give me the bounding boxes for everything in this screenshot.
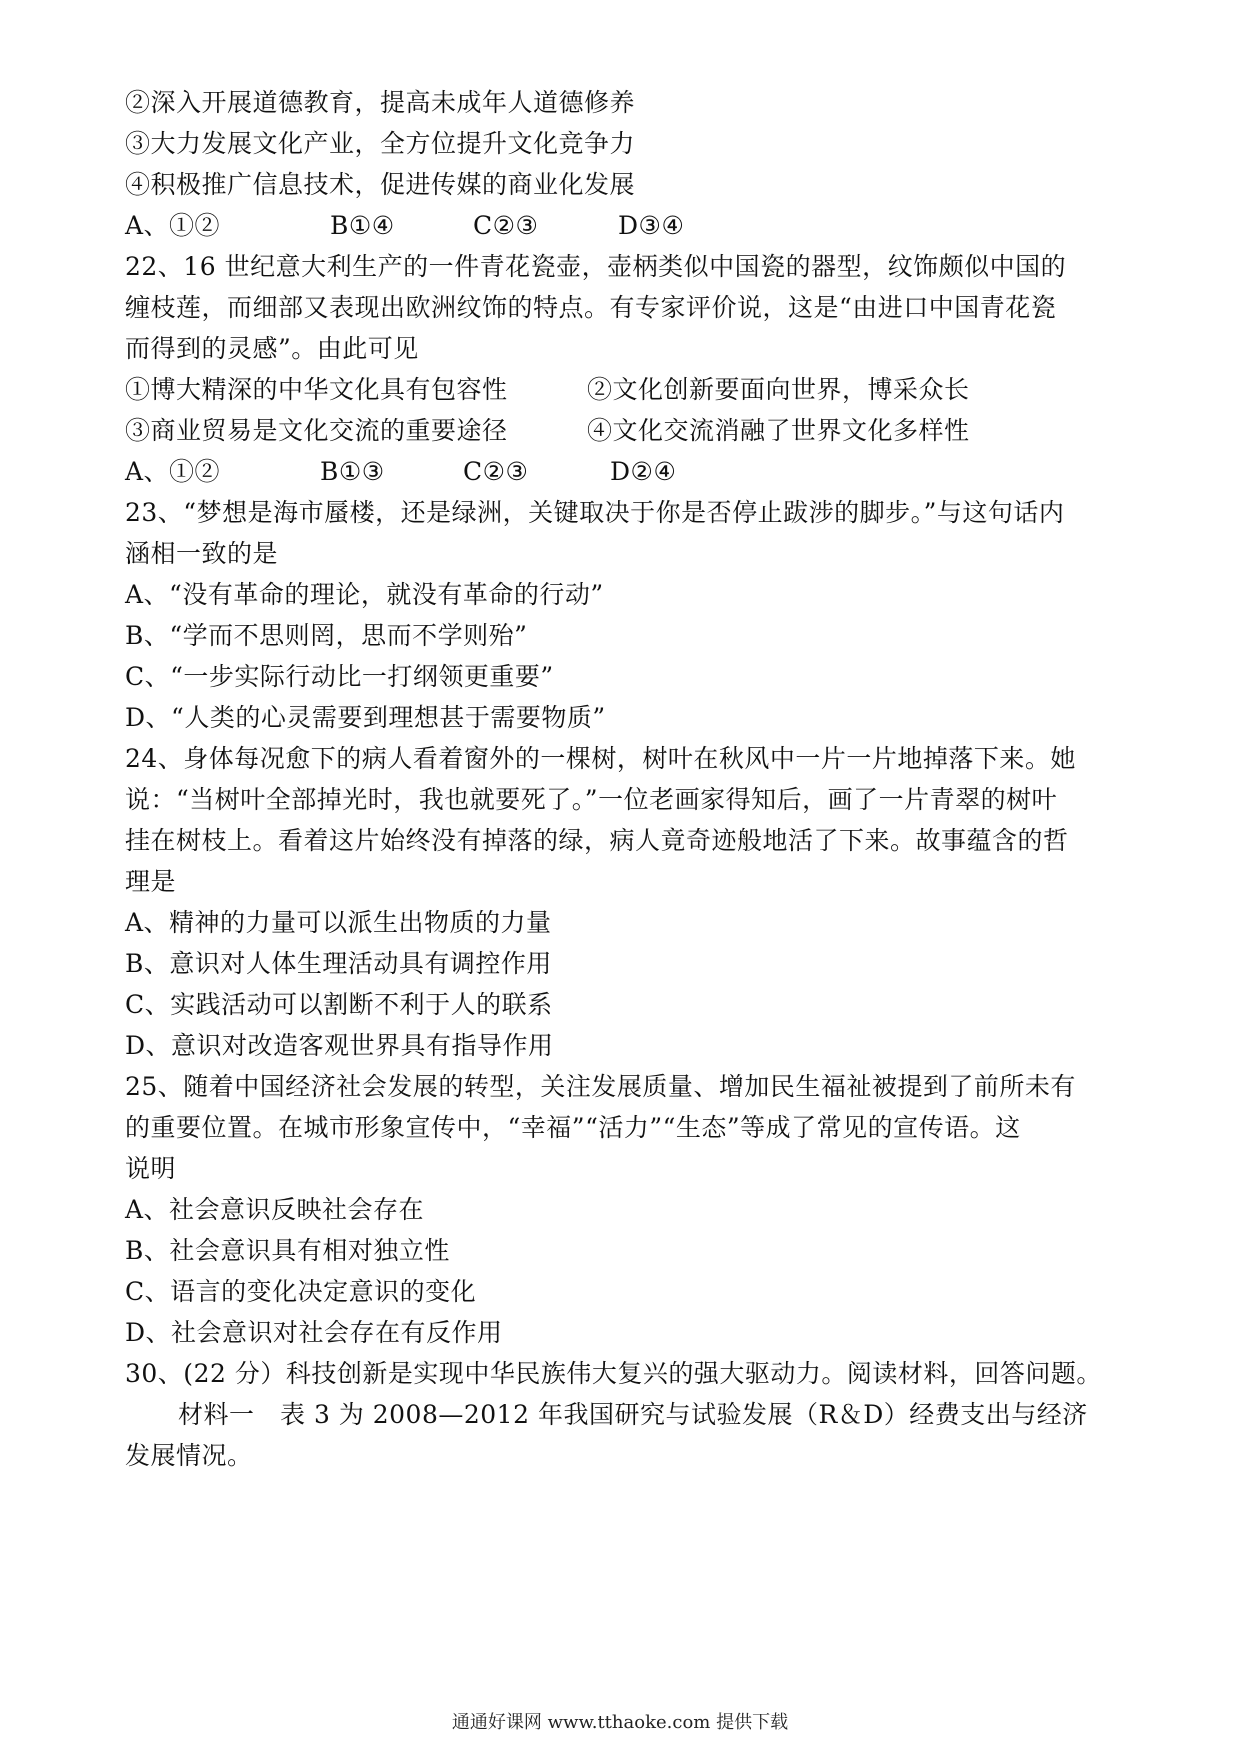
option-3: ③大力发展文化产业，全方位提升文化竞争力 bbox=[125, 129, 636, 158]
q24-stem-line2: 说：“当树叶全部掉光时，我也就要死了。”一位老画家得知后，画了一片青翠的树叶 bbox=[125, 785, 1058, 814]
q21-option-c: C②③ bbox=[473, 211, 539, 240]
option-2: ②深入开展道德教育，提高未成年人道德修养 bbox=[125, 88, 636, 117]
q24-option-b: B、意识对人体生理活动具有调控作用 bbox=[125, 949, 552, 978]
q23-option-d: D、“人类的心灵需要到理想甚于需要物质” bbox=[125, 703, 606, 732]
q22-statement-3: ③商业贸易是文化交流的重要途径 bbox=[125, 416, 508, 445]
q25-option-c: C、语言的变化决定意识的变化 bbox=[125, 1277, 477, 1306]
q25-option-d: D、社会意识对社会存在有反作用 bbox=[125, 1318, 503, 1347]
q24-stem-line3: 挂在树枝上。看着这片始终没有掉落的绿，病人竟奇迹般地活了下来。故事蕴含的哲 bbox=[125, 826, 1069, 855]
q30-material-line1: 材料一 表 3 为 2008—2012 年我国研究与试验发展（R＆D）经费支出与经济 bbox=[178, 1400, 1088, 1429]
q24-option-d: D、意识对改造客观世界具有指导作用 bbox=[125, 1031, 554, 1060]
q22-option-c: C②③ bbox=[463, 457, 529, 486]
q23-option-a: A、“没有革命的理论，就没有革命的行动” bbox=[125, 580, 604, 609]
q22-answer-options bbox=[125, 457, 1130, 487]
q30-material-line2: 发展情况。 bbox=[125, 1441, 253, 1470]
page-footer: 通通好课网 www.tthaoke.com 提供下载 bbox=[451, 1712, 789, 1733]
q23-stem-line2: 涵相一致的是 bbox=[125, 539, 279, 568]
q22-statements-row2 bbox=[125, 416, 1130, 446]
q25-option-b: B、社会意识具有相对独立性 bbox=[125, 1236, 450, 1265]
q24-option-c: C、实践活动可以割断不利于人的联系 bbox=[125, 990, 553, 1019]
q21-option-b: B①④ bbox=[330, 211, 395, 240]
q22-option-a: A、①② bbox=[125, 457, 221, 486]
q23-option-b: B、“学而不思则罔，思而不学则殆” bbox=[125, 621, 528, 650]
q23-stem-line1: 23、“梦想是海市蜃楼，还是绿洲，关键取决于你是否停止跋涉的脚步。”与这句话内 bbox=[125, 498, 1065, 527]
q22-statement-1: ①博大精深的中华文化具有包容性 bbox=[125, 375, 508, 404]
q21-answer-options bbox=[125, 211, 1130, 241]
q25-stem-line1: 25、随着中国经济社会发展的转型，关注发展质量、增加民生福祉被提到了前所未有 bbox=[125, 1072, 1076, 1101]
option-4: ④积极推广信息技术，促进传媒的商业化发展 bbox=[125, 170, 636, 199]
q22-statements-row1 bbox=[125, 375, 1130, 405]
q25-option-a: A、社会意识反映社会存在 bbox=[125, 1195, 425, 1224]
q22-option-b: B①③ bbox=[320, 457, 385, 486]
q24-stem-line1: 24、身体每况愈下的病人看着窗外的一棵树，树叶在秋风中一片一片地掉落下来。她 bbox=[125, 744, 1076, 773]
q23-option-c: C、“一步实际行动比一打纲领更重要” bbox=[125, 662, 554, 691]
q22-stem-line2: 缠枝莲，而细部又表现出欧洲纹饰的特点。有专家评价说，这是“由进口中国青花瓷 bbox=[125, 293, 1057, 322]
q22-stem-line3: 而得到的灵感”。由此可见 bbox=[125, 334, 419, 363]
q25-stem-line3: 说明 bbox=[125, 1154, 177, 1183]
q22-option-d: D②④ bbox=[610, 457, 677, 486]
q22-stem-line1: 22、16 世纪意大利生产的一件青花瓷壶，壶柄类似中国瓷的器型，纹饰颇似中国的 bbox=[125, 252, 1067, 281]
q21-option-a: A、①② bbox=[125, 211, 221, 240]
q21-option-d: D③④ bbox=[618, 211, 685, 240]
q30-stem-line1: 30、(22 分）科技创新是实现中华民族伟大复兴的强大驱动力。阅读材料，回答问题。 bbox=[125, 1359, 1102, 1388]
q25-stem-line2: 的重要位置。在城市形象宣传中，“幸福”“活力”“生态”等成了常见的宣传语。这 bbox=[125, 1113, 1021, 1142]
q24-stem-line4: 理是 bbox=[125, 867, 177, 896]
q24-option-a: A、精神的力量可以派生出物质的力量 bbox=[125, 908, 552, 937]
q22-statement-4: ④文化交流消融了世界文化多样性 bbox=[587, 416, 970, 445]
q22-statement-2: ②文化创新要面向世界，博采众长 bbox=[587, 375, 970, 404]
